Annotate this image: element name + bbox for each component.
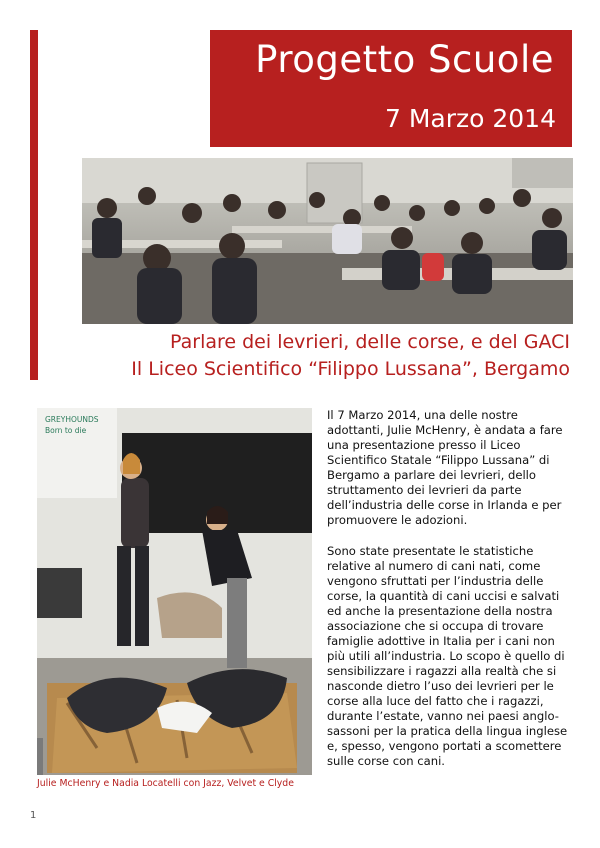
article-body [327,408,572,785]
classroom-photo [82,158,573,324]
subtitle-line-1: Parlare dei levrieri, delle corse, e del GACI [170,331,570,353]
presentation-photo [37,408,312,775]
photo-caption: Julie McHenry e Nadia Locatelli con Jazz, Velvet e Clyde [37,778,294,789]
subtitle-line-2: Il Liceo Scientifico “Filippo Lussana”, Bergamo [131,358,570,380]
event-date: 7 Marzo 2014 [384,104,556,133]
article-paragraph-2: Sono state presentate le statistiche relative al numero di cani nati, come vengono sfruttati per l’industria delle corse, la quantità di cani uccisi e salvati ed anche la presentazione della nostra associazione che si occupa di trovare famiglie adottive in Italia per i cani non più utili all’industria. Lo scopo è quello di sensibilizzare i ragazzi alla realtà che si nasconde dietro l’uso dei levrieri per le corse alla luce del fatto che i ragazzi, durante l’estate, vanno nei paesi anglo-sassoni per la pratica della lingua inglese e, spesso, vengono portati a scomettere sulle corse con cani. [327,544,568,768]
accent-vertical-bar [30,30,38,380]
page-number: 1 [30,810,37,821]
header-banner [210,30,572,147]
slide-text-1: GREYHOUNDS [45,415,99,424]
article-paragraph-1: Il 7 Marzo 2014, una delle nostre adottanti, Julie McHenry, è andata a fare una presentazione presso il Liceo Scientifico Statale “Filippo Lussana” di Bergamo a parlare dei levrieri, dello struttamento dei levrieri da parte dell’industria delle corse in Irlanda e per promuovere le adozioni. [327,408,563,527]
page-title: Progetto Scuole [255,38,554,81]
slide-text-2: Born to die [45,426,87,435]
